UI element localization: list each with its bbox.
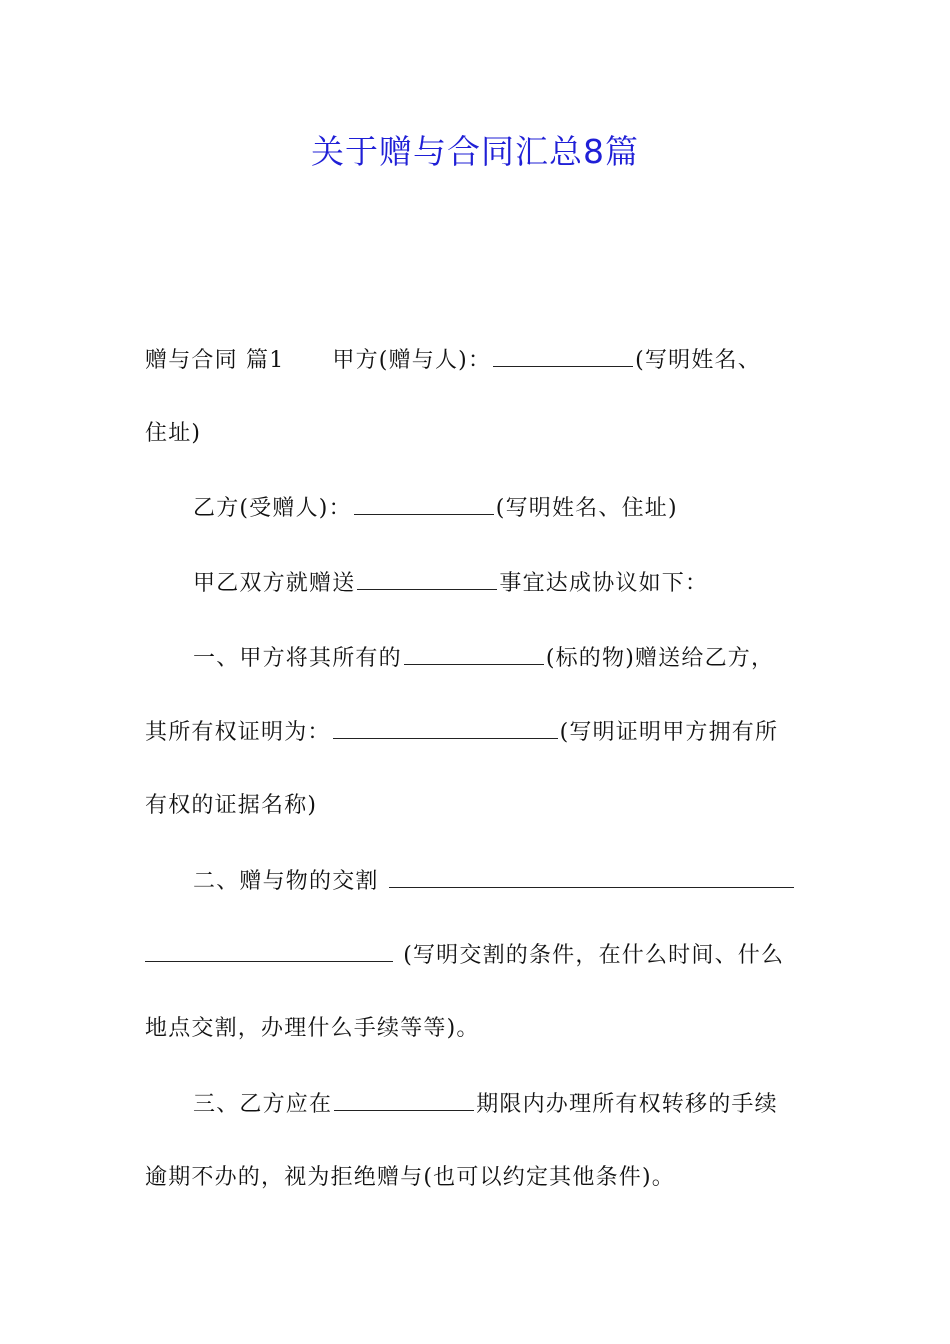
text-span: (写明证明甲方拥有所 bbox=[559, 720, 779, 745]
paragraph-line bbox=[193, 488, 810, 529]
party-b-label: 乙方(受赠人)： bbox=[193, 496, 352, 521]
paragraph-line bbox=[193, 563, 810, 604]
document-title: 关于赠与合同汇总8篇 bbox=[311, 132, 639, 171]
text-span: (写明姓名、住址) bbox=[495, 496, 678, 521]
blank-field bbox=[357, 563, 497, 590]
paragraph-line bbox=[145, 340, 810, 381]
party-a-label: 甲方(赠与人)： bbox=[332, 348, 492, 373]
paragraph-line bbox=[145, 414, 810, 454]
text-span: 二、赠与物的交割 bbox=[193, 869, 379, 894]
text-span: 甲乙双方就赠送 bbox=[193, 571, 356, 596]
text-span: 其所有权证明为： bbox=[145, 720, 331, 745]
text-span: 逾期不办的，视为拒绝赠与(也可以约定其他条件)。 bbox=[145, 1165, 675, 1190]
blank-field bbox=[333, 712, 558, 739]
paragraph-line bbox=[193, 861, 810, 902]
section-heading: 赠与合同 篇1 bbox=[145, 348, 285, 373]
blank-field bbox=[389, 861, 794, 888]
text-span: 期限内办理所有权转移的手续 bbox=[476, 1092, 778, 1117]
text-span: 住址) bbox=[145, 421, 202, 446]
paragraph-line bbox=[145, 1158, 810, 1198]
text-span: (标的物)赠送给乙方， bbox=[545, 646, 775, 671]
text-span: 三、乙方应在 bbox=[193, 1092, 333, 1117]
text-span: (写明交割的条件，在什么时间、什么 bbox=[403, 943, 785, 968]
paragraph-line bbox=[145, 712, 810, 753]
text-span: 地点交割，办理什么手续等等)。 bbox=[145, 1016, 480, 1041]
blank-field bbox=[334, 1084, 474, 1111]
paragraph-line bbox=[145, 786, 810, 826]
paragraph-line bbox=[193, 1084, 810, 1125]
blank-field bbox=[145, 935, 393, 962]
text-span: 事宜达成协议如下： bbox=[499, 571, 709, 596]
paragraph-line bbox=[193, 638, 810, 679]
blank-field bbox=[493, 340, 633, 367]
text-span: 有权的证据名称) bbox=[145, 793, 318, 818]
blank-field bbox=[354, 488, 494, 515]
paragraph-line bbox=[145, 1009, 810, 1049]
text-span: 一、甲方将其所有的 bbox=[193, 646, 402, 671]
paragraph-line bbox=[145, 935, 810, 976]
text-span: (写明姓名、 bbox=[635, 348, 761, 373]
blank-field bbox=[404, 638, 544, 665]
